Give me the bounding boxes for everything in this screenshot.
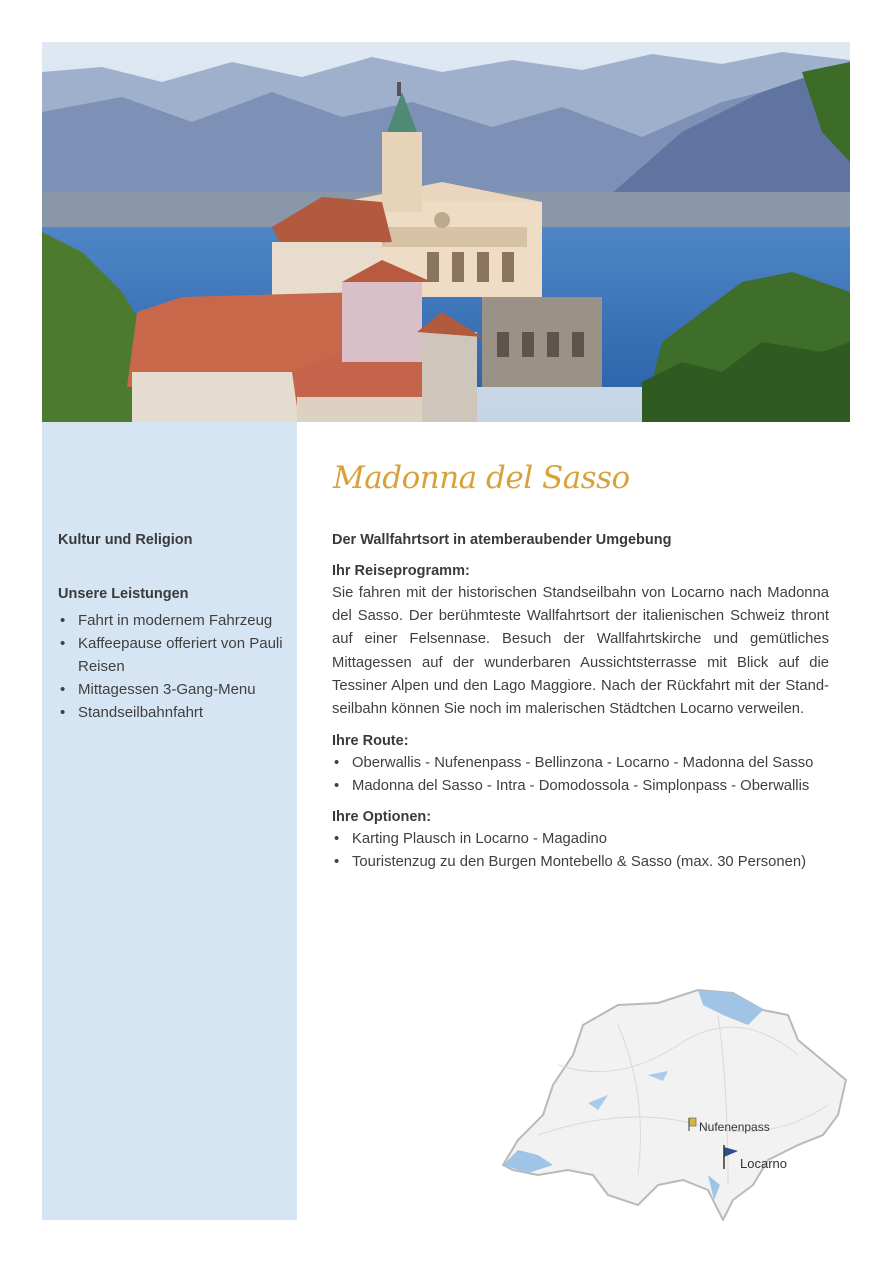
list-item: • Mittagessen 3-Gang-Menu [58,678,283,701]
list-item: • Karting Plausch in Locarno - Magadino [332,828,829,851]
subtitle: Der Wallfahrtsort in atemberaubender Umgebung [332,532,672,548]
services-list [58,609,283,724]
list-item: • Madonna del Sasso - Intra - Domodossola - Simplonpass - Oberwallis [332,775,829,798]
country-outline [503,990,846,1220]
route-heading: Ihre Route: [332,733,409,750]
options-list [332,828,829,874]
category-label: Kultur und Religion [58,532,193,548]
map-label-locarno: Locarno [740,1156,787,1171]
list-item: • Standseilbahnfahrt [58,701,283,724]
map-label-nufenenpass: Nufenenpass [699,1120,770,1134]
services-heading: Unsere Leistungen [58,586,189,602]
list-item: • Touristenzug zu den Burgen Montebello & Sasso (max. 30 Personen) [332,851,829,874]
options-heading: Ihre Optionen: [332,809,432,826]
list-item: • Kaffeepause offeriert von Pauli Reisen [58,632,283,678]
page-title: Madonna del Sasso [333,460,630,496]
switzerland-map [498,985,850,1221]
program-text: Sie fahren mit der historischen Standseilbahn von Locarno nach Madonna del Sasso. Der berühmteste Wallfahrtsort der italienischen Schweiz thront auf einer Felsennase. Besuch der Wallfahrtskirche und gemütliches Mittagessen auf der wunderbaren Aussichtsterrasse mit Blick auf die Tessiner Alpen und den Lago Maggiore. Nach der Rückfahrt mit der Stand-seilbahn können Sie noch im malerischen Städtchen Locarno verweilen. [332,585,829,718]
main-content [332,532,829,882]
pass-flag-icon [689,1118,696,1126]
list-item: • Oberwallis - Nufenenpass - Bellinzona - Locarno - Madonna del Sasso [332,752,829,775]
sidebar-panel [42,422,297,1220]
route-list [332,752,829,798]
list-item: • Fahrt in modernem Fahrzeug [58,609,283,632]
hero-photo [42,42,850,422]
program-heading: Ihr Reiseprogramm: [332,563,470,579]
